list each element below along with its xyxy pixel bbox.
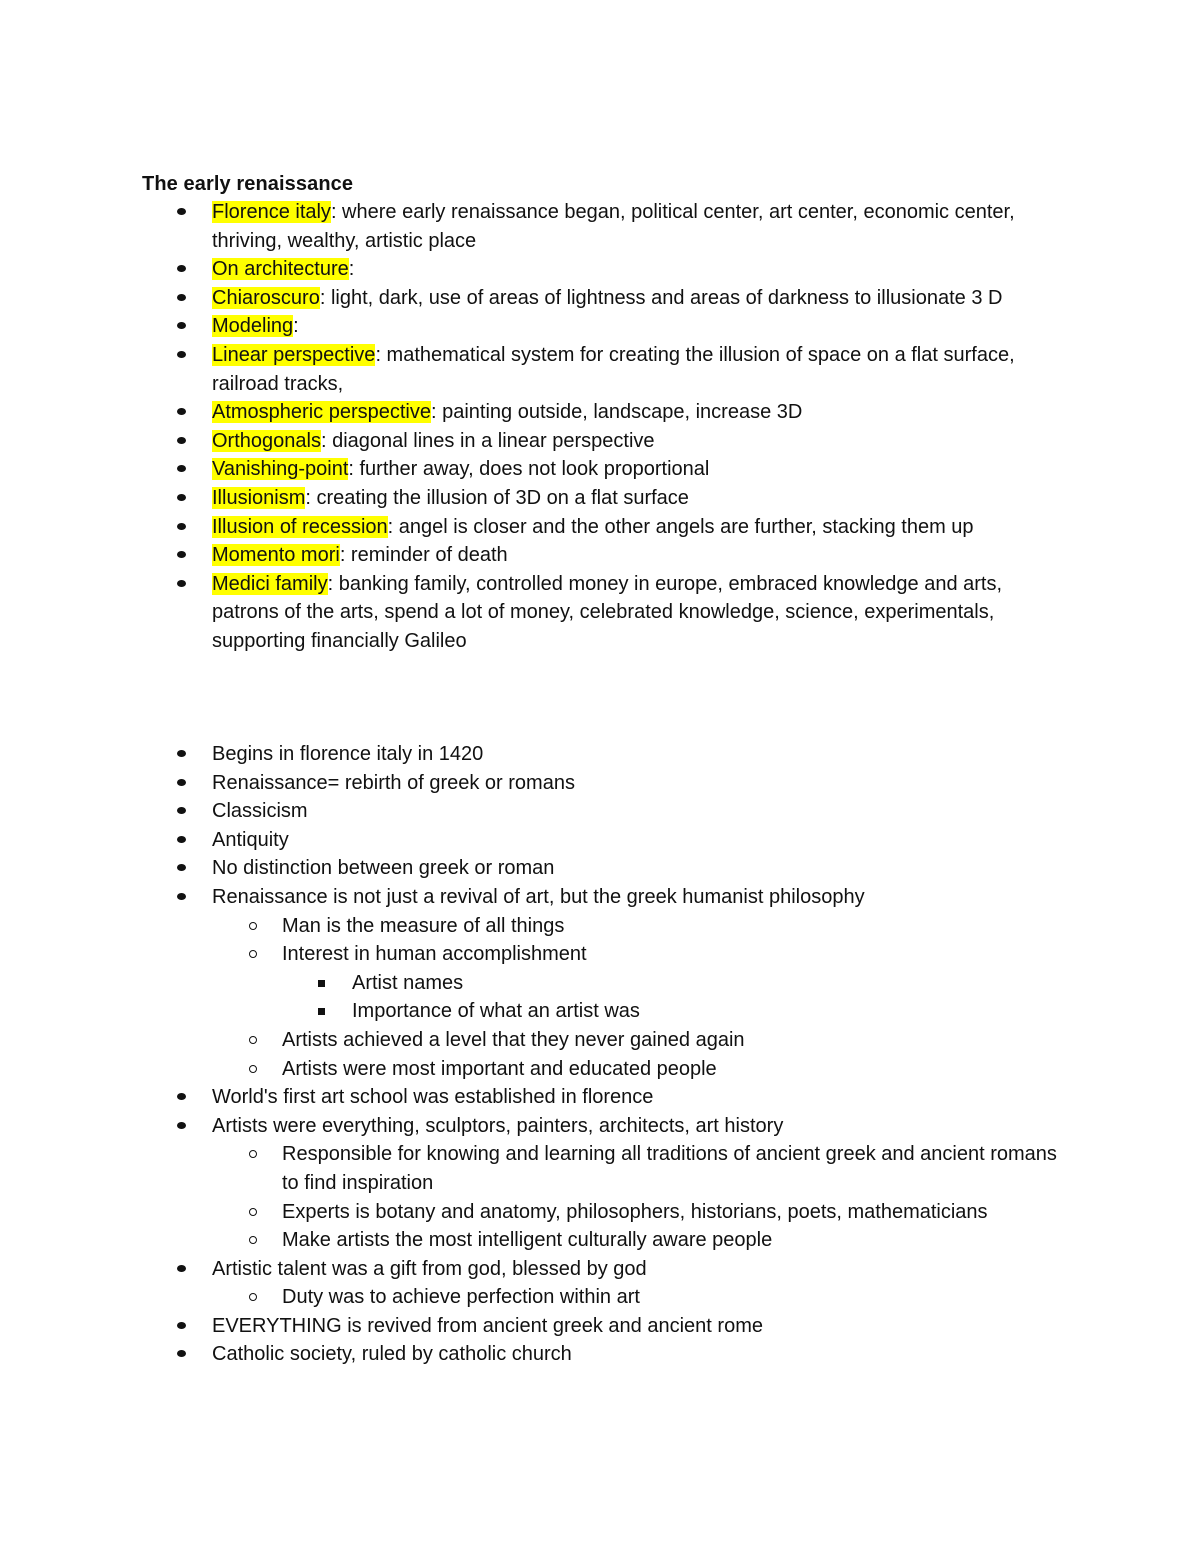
bullet-icon xyxy=(177,465,186,472)
term-definition: : diagonal lines in a linear perspective xyxy=(320,429,655,452)
sub-list-item xyxy=(142,1140,1062,1197)
bullet-icon xyxy=(177,836,186,843)
term-highlight: Chiaroscuro xyxy=(212,286,320,309)
circle-bullet-icon xyxy=(249,950,257,958)
note-text: World's first art school was established in florence xyxy=(212,1086,654,1109)
list-item xyxy=(142,1312,1062,1341)
bullet-icon xyxy=(177,1122,186,1129)
bullet-icon xyxy=(177,322,186,329)
note-text: Artistic talent was a gift from god, blessed by god xyxy=(212,1257,647,1280)
list-item xyxy=(142,513,1062,542)
term-highlight: Illusionism xyxy=(212,486,306,509)
term-definition: : reminder of death xyxy=(339,544,508,567)
bullet-icon xyxy=(177,1265,186,1272)
bullet-icon xyxy=(177,893,186,900)
list-item xyxy=(142,1112,1062,1141)
bullet-icon xyxy=(177,779,186,786)
list-item xyxy=(142,312,1062,341)
term-definition: : xyxy=(293,315,299,338)
list-item xyxy=(142,797,1062,826)
term-highlight: Florence italy xyxy=(212,201,331,223)
bullet-icon xyxy=(177,807,186,814)
note-text: Experts is botany and anatomy, philosophers, historians, poets, mathematicians xyxy=(282,1200,988,1223)
sub-sub-list-item xyxy=(142,997,1062,1026)
list-item xyxy=(142,883,1062,912)
term-highlight: Illusion of recession xyxy=(212,515,388,538)
note-text: Classicism xyxy=(212,800,308,823)
term-highlight: Vanishing-point xyxy=(212,458,349,481)
list-item xyxy=(142,484,1062,513)
bullet-icon xyxy=(177,351,186,358)
note-text: Importance of what an artist was xyxy=(352,1000,640,1023)
list-item xyxy=(142,854,1062,883)
note-text: Artists were everything, sculptors, painters, architects, art history xyxy=(212,1114,784,1137)
bullet-icon xyxy=(177,265,186,272)
circle-bullet-icon xyxy=(249,1208,257,1216)
list-item xyxy=(142,255,1062,284)
term-definition: : mathematical system for creating the illusion of space on a flat surface, railroad tracks, xyxy=(212,343,1015,395)
term-highlight: Atmospheric perspective xyxy=(212,401,431,424)
circle-bullet-icon xyxy=(249,1036,257,1044)
bullet-icon xyxy=(177,580,186,587)
note-text: Renaissance= rebirth of greek or romans xyxy=(212,771,575,794)
list-item xyxy=(142,1255,1062,1284)
term-highlight: Modeling xyxy=(212,315,294,338)
square-bullet-icon xyxy=(318,980,325,987)
bullet-icon xyxy=(177,864,186,871)
term-definition: : xyxy=(348,258,355,281)
bullet-icon xyxy=(177,1322,186,1329)
bullet-icon xyxy=(177,1350,186,1357)
list-item xyxy=(142,826,1062,855)
term-highlight: Momento mori xyxy=(212,544,340,567)
note-text: Make artists the most intelligent culturally aware people xyxy=(282,1229,773,1252)
bullet-icon xyxy=(177,208,186,215)
list-item xyxy=(142,541,1062,570)
sub-list-item xyxy=(142,1198,1062,1227)
bullet-icon xyxy=(177,750,186,757)
term-definition: : banking family, controlled money in europe, embraced knowledge and arts, patrons of the arts, spend a lot of money, celebrated knowledge, science, experimentals, supporting financially Galileo xyxy=(212,572,1003,652)
list-item xyxy=(142,570,1062,656)
note-text: Renaissance is not just a revival of art, but the greek humanist philosophy xyxy=(212,885,865,908)
term-highlight: Linear perspective xyxy=(212,343,376,366)
list-item xyxy=(142,427,1062,456)
sub-list-item xyxy=(142,1226,1062,1255)
note-text: Responsible for knowing and learning all traditions of ancient greek and ancient romans to find inspiration xyxy=(282,1143,1057,1194)
note-text: Artist names xyxy=(352,971,464,994)
list-item xyxy=(142,455,1062,484)
term-definition: : creating the illusion of 3D on a flat surface xyxy=(305,486,689,509)
notes-list xyxy=(142,740,1062,1369)
sub-sub-list-item xyxy=(142,969,1062,998)
term-definition: : angel is closer and the other angels are further, stacking them up xyxy=(387,515,974,538)
note-text: Artists achieved a level that they never gained again xyxy=(282,1028,745,1051)
terms-list xyxy=(142,198,1062,656)
bullet-icon xyxy=(177,523,186,530)
square-bullet-icon xyxy=(318,1008,325,1015)
note-text: Antiquity xyxy=(212,828,289,851)
list-item xyxy=(142,341,1062,398)
note-text: Begins in florence italy in 1420 xyxy=(212,743,484,765)
bullet-icon xyxy=(177,494,186,501)
sub-list-item xyxy=(142,1055,1062,1084)
list-item xyxy=(142,398,1062,427)
sub-list-item xyxy=(142,940,1062,969)
note-text: Interest in human accomplishment xyxy=(282,943,587,966)
circle-bullet-icon xyxy=(249,1150,257,1158)
list-item xyxy=(142,740,1062,769)
term-definition: : light, dark, use of areas of lightness and areas of darkness to illusionate 3 D xyxy=(319,286,1003,309)
sub-list-item xyxy=(142,1026,1062,1055)
sub-list-item xyxy=(142,1283,1062,1312)
term-definition: : painting outside, landscape, increase 3D xyxy=(430,401,803,424)
circle-bullet-icon xyxy=(249,1293,257,1301)
bullet-icon xyxy=(177,437,186,444)
circle-bullet-icon xyxy=(249,1065,257,1073)
note-text: No distinction between greek or roman xyxy=(212,857,555,880)
bullet-icon xyxy=(177,408,186,415)
list-item xyxy=(142,1083,1062,1112)
term-highlight: Orthogonals xyxy=(212,429,321,452)
circle-bullet-icon xyxy=(249,1236,257,1244)
sub-list-item xyxy=(142,912,1062,941)
note-text: Duty was to achieve perfection within art xyxy=(282,1286,640,1309)
page-title: The early renaissance xyxy=(142,173,354,195)
note-text: Catholic society, ruled by catholic church xyxy=(212,1343,572,1366)
note-text: Artists were most important and educated people xyxy=(282,1057,717,1080)
bullet-icon xyxy=(177,294,186,301)
list-item xyxy=(142,769,1062,798)
note-text: EVERYTHING is revived from ancient greek and ancient rome xyxy=(212,1314,763,1337)
term-highlight: On architecture xyxy=(212,258,349,281)
list-item xyxy=(142,284,1062,313)
bullet-icon xyxy=(177,1093,186,1100)
note-text: Man is the measure of all things xyxy=(282,914,565,937)
bullet-icon xyxy=(177,551,186,558)
list-item xyxy=(142,198,1062,255)
term-definition: : where early renaissance began, political center, art center, economic center, thriving, wealthy, artistic place xyxy=(212,201,1015,252)
term-definition: : further away, does not look proportional xyxy=(348,458,710,481)
list-item xyxy=(142,1340,1062,1369)
term-highlight: Medici family xyxy=(212,572,328,595)
circle-bullet-icon xyxy=(249,922,257,930)
